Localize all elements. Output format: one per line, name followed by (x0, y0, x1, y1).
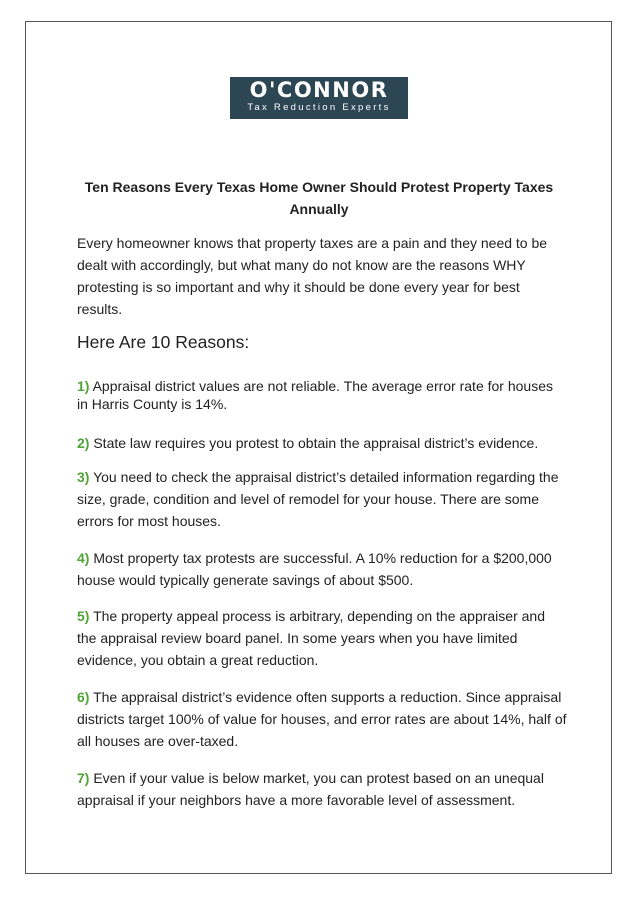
document-title: Ten Reasons Every Texas Home Owner Should Protest Property Taxes Annually (84, 179, 554, 217)
reason-text: The property appeal process is arbitrary, depending on the appraiser and the appraisal review board panel. In some years when you have limited evidence, you obtain a great reduction. (77, 608, 545, 668)
reason-text: The appraisal district’s evidence often supports a reduction. Since appraisal districts target 100% of value for houses, and error rates are about 14%, half of all houses are over-taxed. (77, 689, 567, 749)
company-logo (230, 77, 408, 119)
reason-number: 3) (77, 469, 90, 485)
reason-item (77, 377, 567, 413)
reason-number: 2) (77, 435, 90, 451)
reason-number: 4) (77, 550, 90, 566)
reason-number: 1) (77, 378, 90, 394)
reason-number: 6) (77, 689, 90, 705)
reason-number: 7) (77, 770, 90, 786)
reason-item (77, 605, 567, 671)
reason-text: Most property tax protests are successful. A 10% reduction for a $200,000 house would typically generate savings of about $500. (77, 550, 552, 588)
reason-item (77, 547, 567, 591)
reason-number: 5) (77, 608, 90, 624)
reason-item (77, 686, 567, 752)
reason-text: Appraisal district values are not reliable. The average error rate for houses in Harris County is 14%. (77, 378, 553, 412)
reason-text: State law requires you protest to obtain the appraisal district’s evidence. (89, 435, 539, 451)
reason-item (77, 466, 567, 532)
reasons-heading: Here Are 10 Reasons: (77, 332, 250, 352)
reason-item (77, 767, 567, 811)
reason-text: Even if your value is below market, you can protest based on an unequal appraisal if your neighbors have a more favorable level of assessment. (77, 770, 544, 808)
reason-item (77, 432, 567, 454)
reason-text: You need to check the appraisal district’s detailed information regarding the size, grade, condition and level of remodel for your house. There are some errors for most houses. (77, 469, 559, 529)
logo-name: O'CONNOR (249, 78, 389, 102)
logo-tagline: Tax Reduction Experts (247, 102, 391, 113)
intro-paragraph: Every homeowner knows that property taxes are a pain and they need to be dealt with accordingly, but what many do not know are the reasons WHY protesting is so important and why it should be done every year for best results. (77, 235, 548, 317)
